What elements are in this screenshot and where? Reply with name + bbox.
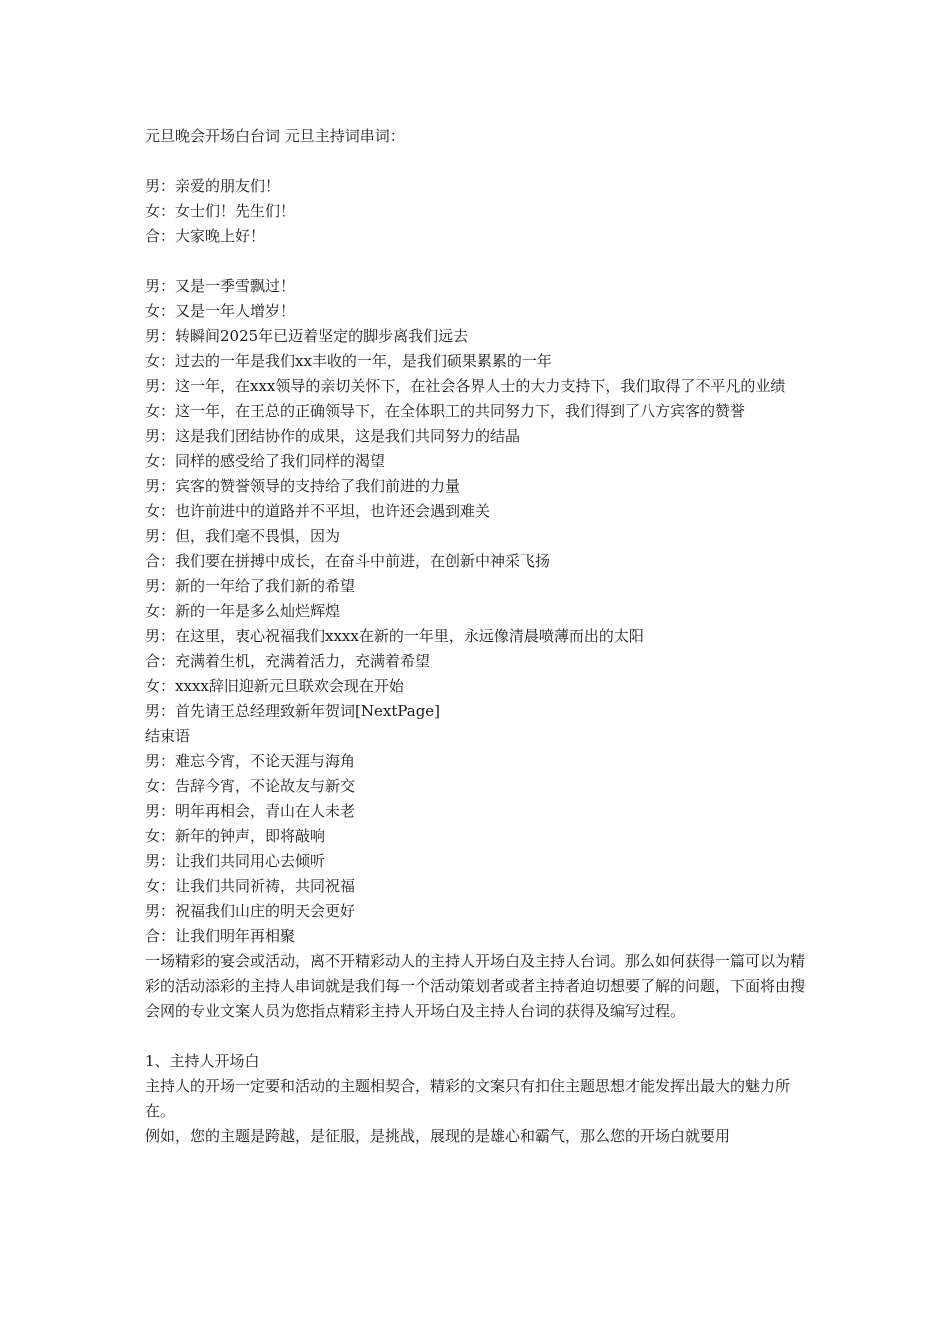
dialogue-line: 女：告辞今宵，不论故友与新交 [145,777,356,795]
dialogue-line: 男：亲爱的朋友们！ [145,177,281,195]
dialogue-line: 男：让我们共同用心去倾听 [145,852,326,870]
section-paragraph: 例如，您的主题是跨越，是征服，是挑战，展现的是雄心和霸气，那么您的开场白就要用 [145,1127,731,1145]
dialogue-line: 合：充满着生机，充满着活力，充满着希望 [145,652,431,670]
dialogue-line: 女：女士们！先生们！ [145,202,296,220]
dialogue-line: 男：新的一年给了我们新的希望 [145,577,356,595]
blank-line [145,149,807,174]
intro-paragraph: 一场精彩的宴会或活动，离不开精彩动人的主持人开场白及主持人台词。那么如何获得一篇可以为精彩的活动添彩的主持人串词就是我们每一个活动策划者或者主持者迫切想要了解的问题，下面将由搜会网的专业文案人员为您指点精彩主持人开场白及主持人台词的获得及编写过程。 [145,952,806,1020]
dialogue-line: 男：这是我们团结协作的成果，这是我们共同努力的结晶 [145,427,521,445]
dialogue-line: 合：我们要在拼搏中成长，在奋斗中前进，在创新中神采飞扬 [145,552,551,570]
section-paragraph: 主持人的开场一定要和活动的主题相契合，精彩的文案只有扣住主题思想才能发挥出最大的魅力所在。 [145,1077,791,1120]
dialogue-line: 女：让我们共同祈祷，共同祝福 [145,877,356,895]
closing-heading: 结束语 [145,727,191,745]
dialogue-line: 女：也许前进中的道路并不平坦，也许还会遇到难关 [145,502,491,520]
dialogue-line: 男：首先请王总经理致新年贺词[NextPage] [145,702,441,720]
dialogue-line: 男：这一年，在xxx领导的亲切关怀下，在社会各界人士的大力支持下，我们取得了不平凡的业绩 [145,377,786,395]
dialogue-line: 男：但，我们毫不畏惧，因为 [145,527,341,545]
dialogue-line: 女：同样的感受给了我们同样的渴望 [145,452,386,470]
document-page [145,124,807,1149]
blank-line [145,1024,807,1049]
dialogue-line: 女：xxxx辞旧迎新元旦联欢会现在开始 [145,677,404,695]
dialogue-line: 男：宾客的赞誉领导的支持给了我们前进的力量 [145,477,461,495]
dialogue-line: 男：在这里，衷心祝福我们xxxx在新的一年里，永远像清晨喷薄而出的太阳 [145,627,644,645]
section-heading: 1、主持人开场白 [145,1052,260,1070]
dialogue-line: 女：又是一年人增岁！ [145,302,296,320]
dialogue-line: 男：明年再相会，青山在人未老 [145,802,356,820]
blank-line [145,249,807,274]
dialogue-line: 男：难忘今宵，不论天涯与海角 [145,752,356,770]
dialogue-line: 男：又是一季雪飘过！ [145,277,296,295]
document-title: 元旦晚会开场白台词 元旦主持词串词： [145,127,405,145]
dialogue-line: 男：转瞬间2025年已迈着坚定的脚步离我们远去 [145,327,469,345]
dialogue-line: 合：让我们明年再相聚 [145,927,296,945]
dialogue-line: 女：新年的钟声，即将敲响 [145,827,326,845]
dialogue-line: 男：祝福我们山庄的明天会更好 [145,902,356,920]
dialogue-line: 女：这一年，在王总的正确领导下，在全体职工的共同努力下，我们得到了八方宾客的赞誉 [145,402,746,420]
dialogue-line: 女：新的一年是多么灿烂辉煌 [145,602,341,620]
dialogue-line: 女：过去的一年是我们xx丰收的一年，是我们硕果累累的一年 [145,352,552,370]
dialogue-line: 合：大家晚上好！ [145,227,266,245]
